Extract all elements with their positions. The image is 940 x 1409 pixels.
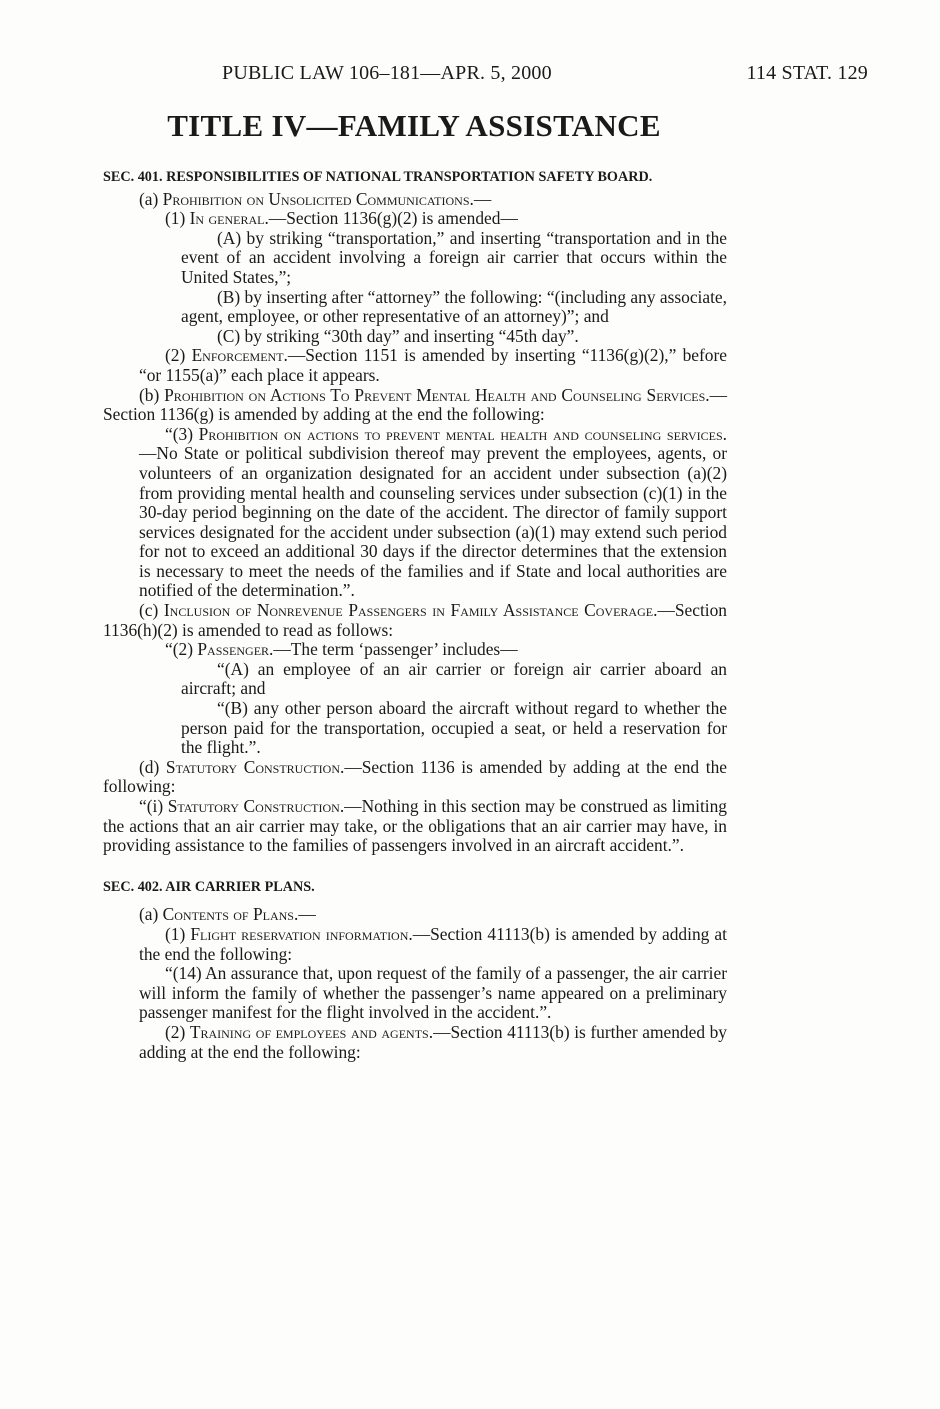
statute-page-number: 114 STAT. 129 — [746, 62, 868, 84]
quoted-paragraph-3: “(3) Prohibition on actions to prevent mental health and counseling services.—No State or political subdivision thereof may prevent the employees, agents, or volunteers of an organization designated for an accident under subsection (a)(2) from providing mental health and counseling services under subsection (c)(1) in the 30-day period beginning on the date of the accident. The director of family support services designated for the accident under subsection (a)(1) may extend such period for not to exceed an additional 30 days if the director determines that the extension is necessary to meet the needs of the families and if State and local authorities are notified of the determination.”. — [139, 423, 727, 601]
paragraph-402-a-1: (1) Flight reservation information.—Section 41113(b) is amended by adding at the end the following: — [139, 923, 727, 964]
title-heading: TITLE IV—FAMILY ASSISTANCE — [167, 108, 661, 143]
body-text — [103, 168, 727, 1062]
subsection-401-c: (c) Inclusion of Nonrevenue Passengers in Family Assistance Coverage.—Section 1136(h)(2) is amended to read as follows: — [103, 600, 727, 640]
subsection-402-a: (a) Contents of Plans.— — [139, 904, 316, 925]
subsection-401-d: (d) Statutory Construction.—Section 1136 is amended by adding at the end the following: — [103, 756, 727, 797]
section-401-heading: SEC. 401. RESPONSIBILITIES OF NATIONAL TRANSPORTATION SAFETY BOARD. — [103, 169, 653, 185]
paragraph-401-a-2: (2) Enforcement.—Section 1151 is amended by inserting “1136(g)(2),” before “or 1155(a)” each place it appears. — [139, 345, 727, 385]
quoted-paragraph-14: “(14) An assurance that, upon request of the family of a passenger, the air carrier will inform the family of whether the passenger’s name appeared on a preliminary passenger manifest for the flight involved in the accident.”. — [139, 963, 727, 1023]
quoted-paragraph-2-passenger: “(2) Passenger.—The term ‘passenger’ includes— — [165, 639, 518, 660]
section-402-heading: SEC. 402. AIR CARRIER PLANS. — [103, 878, 315, 895]
quoted-subsection-i: “(i) Statutory Construction.—Nothing in this section may be construed as limiting the actions that an air carrier may take, or the obligations that an air carrier may have, in providing assistance to the families of passengers involved in an aircraft accident.”. — [103, 796, 727, 856]
quoted-subparagraph-A: “(A) an employee of an air carrier or foreign air carrier aboard an aircraft; and — [181, 658, 727, 699]
paragraph-402-a-2: (2) Training of employees and agents.—Section 41113(b) is further amended by adding at the end the following: — [139, 1021, 727, 1062]
running-header — [0, 62, 940, 86]
subsection-401-a: (a) Prohibition on Unsolicited Communications.— — [139, 188, 492, 209]
paragraph-401-a-1: (1) In general.—Section 1136(g)(2) is amended— — [165, 208, 518, 229]
subparagraph-401-a-1-C: (C) by striking “30th day” and inserting “45th day”. — [217, 325, 579, 346]
subsection-401-b: (b) Prohibition on Actions To Prevent Mental Health and Counseling Services.—Section 1136(g) is amended by adding at the end the following: — [103, 384, 727, 425]
subparagraph-401-a-1-B: (B) by inserting after “attorney” the following: “(including any associate, agent, employee, or other representative of an attorney)”; and — [181, 286, 727, 327]
subparagraph-401-a-1-A: (A) by striking “transportation,” and inserting “transportation and in the event of an accident involving a foreign air carrier that occurs within the United States,”; — [181, 227, 727, 287]
quoted-subparagraph-B: “(B) any other person aboard the aircraft without regard to whether the person paid for the transportation, occupied a seat, or held a reservation for the flight.”. — [181, 698, 727, 758]
public-law-citation: PUBLIC LAW 106–181—APR. 5, 2000 — [222, 62, 552, 84]
